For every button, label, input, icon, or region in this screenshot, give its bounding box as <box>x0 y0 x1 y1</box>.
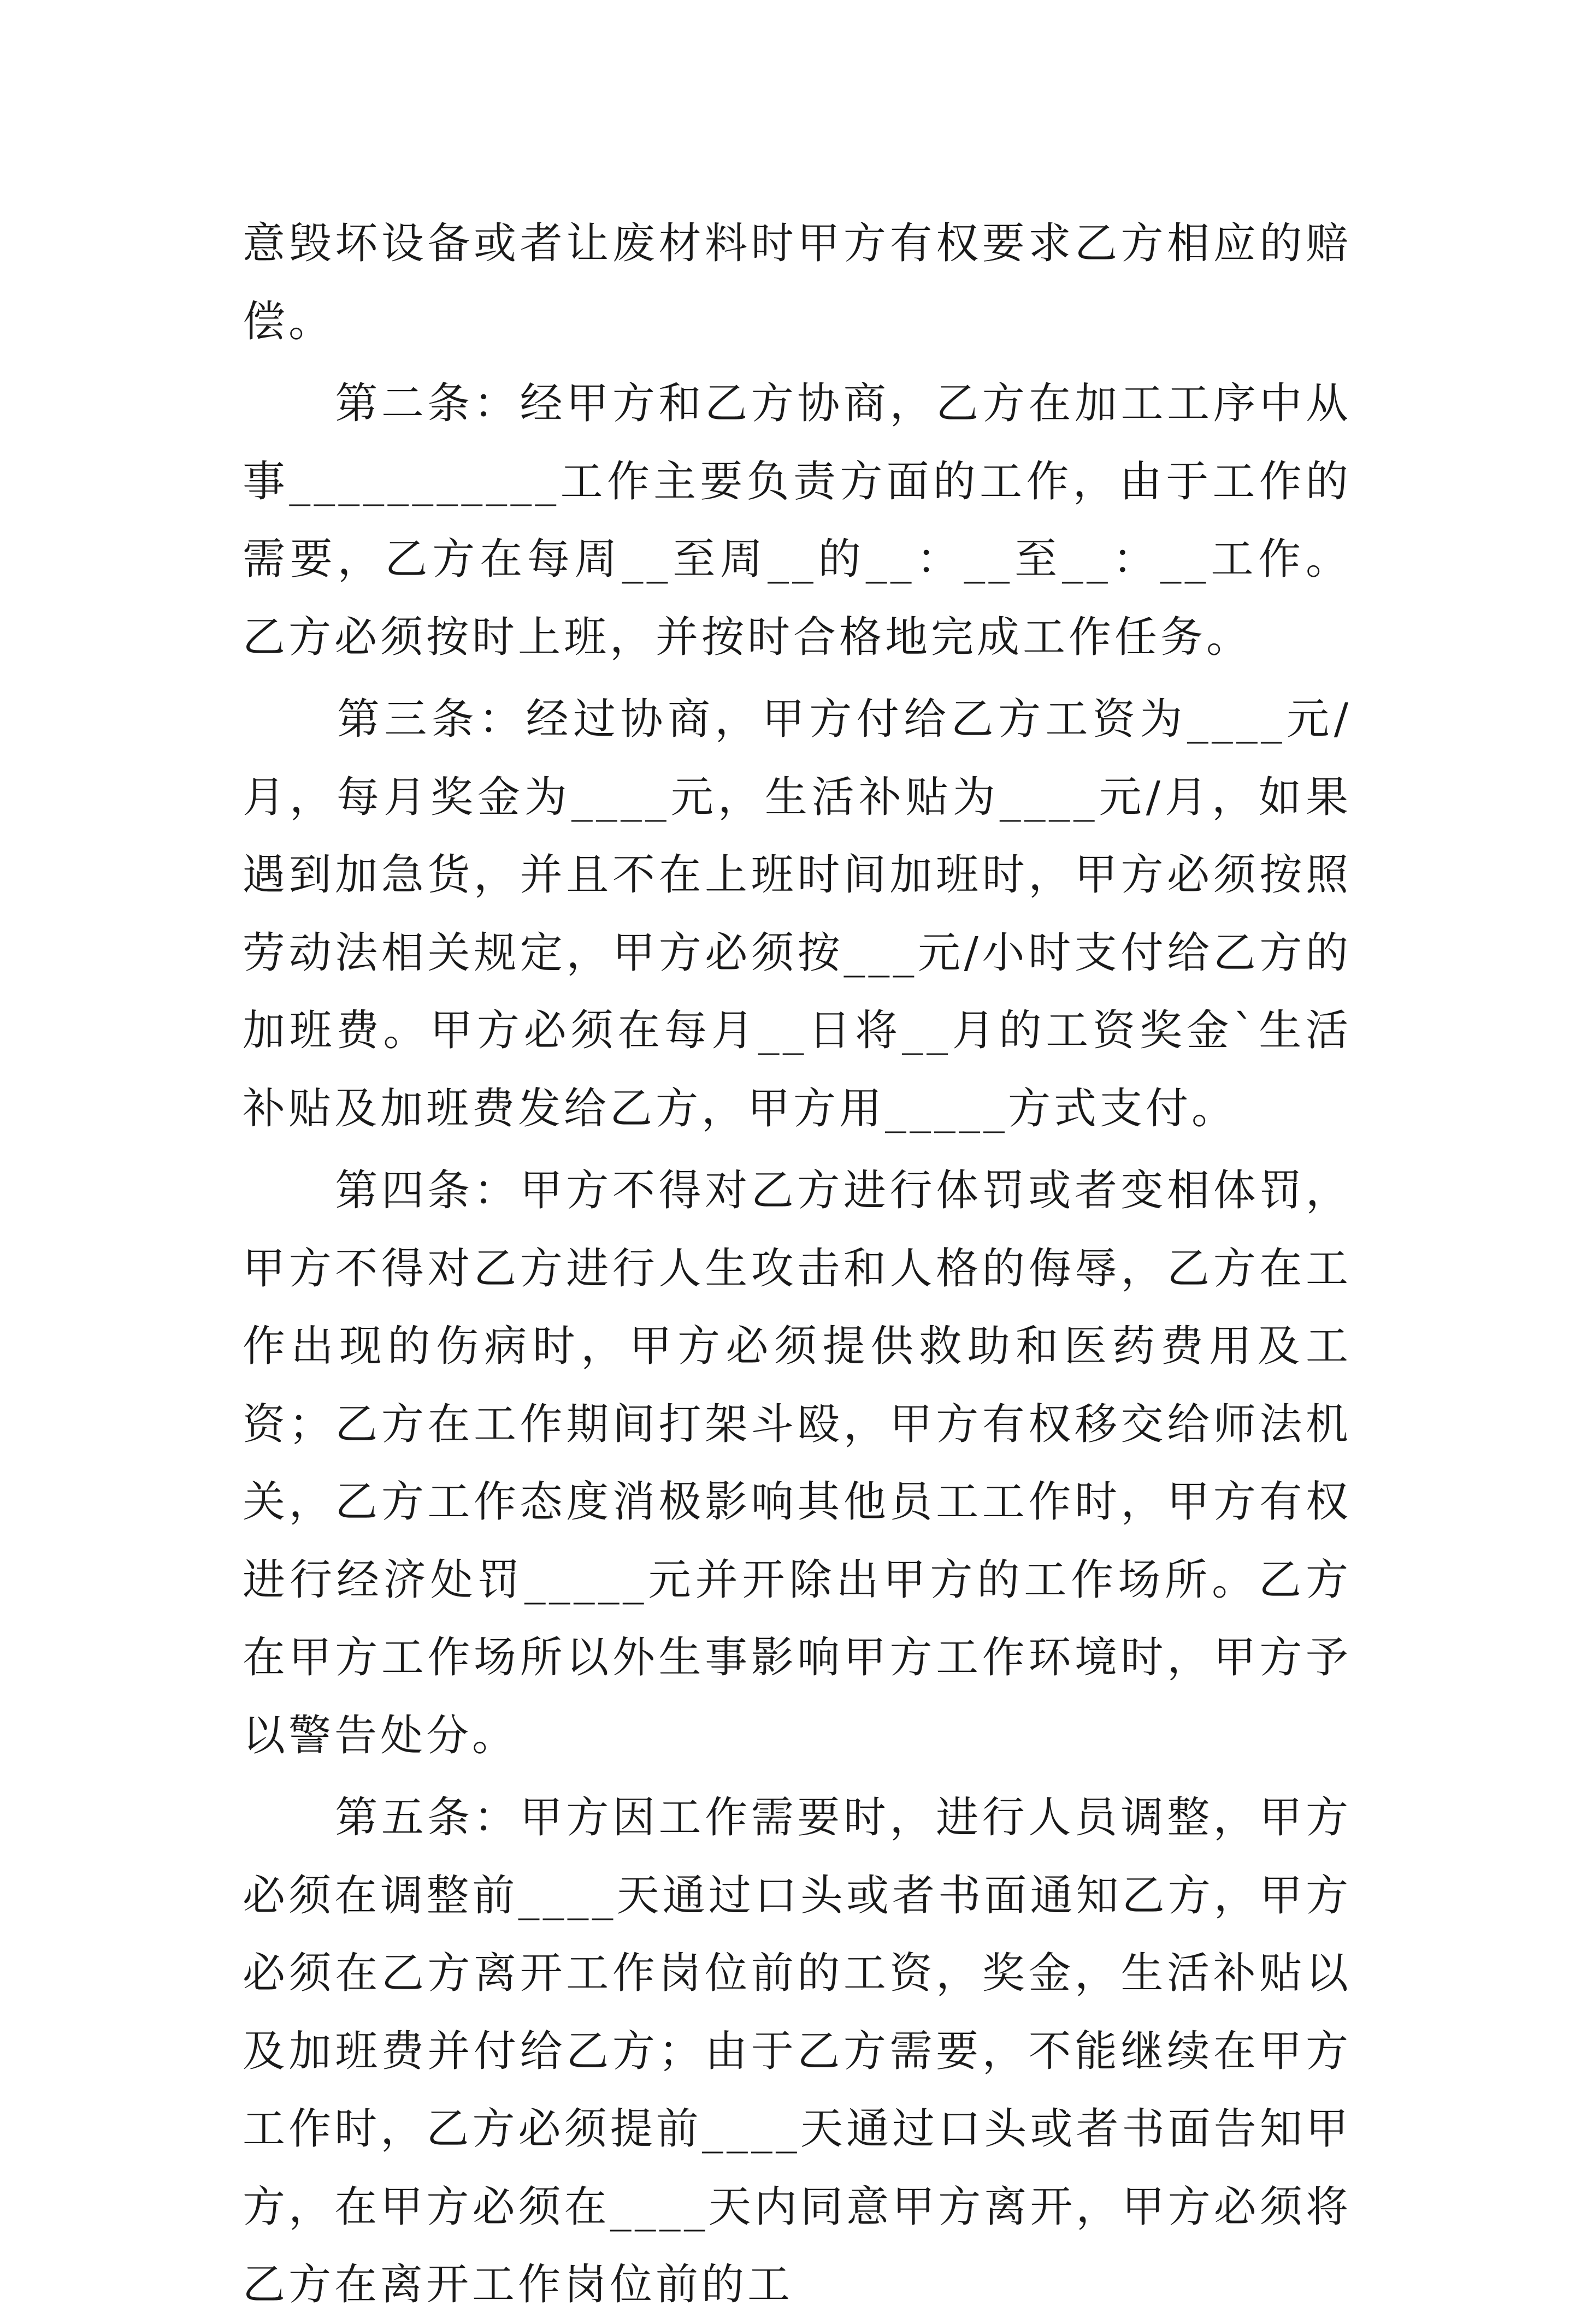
paragraph-article-5: 第五条：甲方因工作需要时，进行人员调整，甲方必须在调整前____天通过口头或者书面通知乙方，甲方必须在乙方离开工作岗位前的工资，奖金，生活补贴以及加班费并付给乙方；由于乙方需要，不能继续在甲方工作时，乙方必须提前____天通过口头或者书面告知甲方，在甲方必须在____天内同意甲方离开，甲方必须将乙方在离开工作岗位前的工 <box>243 1793 1352 2309</box>
paragraph-continuation: 意毁坏设备或者让废材料时甲方有权要求乙方相应的赔偿。 <box>243 219 1352 346</box>
paragraph-article-2: 第二条：经甲方和乙方协商，乙方在加工工序中从事___________工作主要负责方面的工作，由于工作的需要，乙方在每周__至周__的__：__至__：__工作。乙方必须按时上班，并按时合格地完成工作任务。 <box>243 379 1352 662</box>
paragraph-article-4: 第四条：甲方不得对乙方进行体罚或者变相体罚，甲方不得对乙方进行人生攻击和人格的侮辱，乙方在工作出现的伤病时，甲方必须提供救助和医药费用及工资；乙方在工作期间打架斗殴，甲方有权移交给师法机关，乙方工作态度消极影响其他员工工作时，甲方有权进行经济处罚_____元并开除出甲方的工作场所。乙方在甲方工作场所以外生事影响甲方工作环境时，甲方予以警告处分。 <box>243 1166 1352 1760</box>
paragraph-article-3: 第三条：经过协商，甲方付给乙方工资为____元/月，每月奖金为____元，生活补贴为____元/月，如果遇到加急货，并且不在上班时间加班时，甲方必须按照劳动法相关规定，甲方必须按___元/小时支付给乙方的加班费。甲方必须在每月__日将__月的工资奖金`生活补贴及加班费发给乙方，甲方用_____方式支付。 <box>243 695 1352 1133</box>
contract-body <box>243 205 1352 2324</box>
